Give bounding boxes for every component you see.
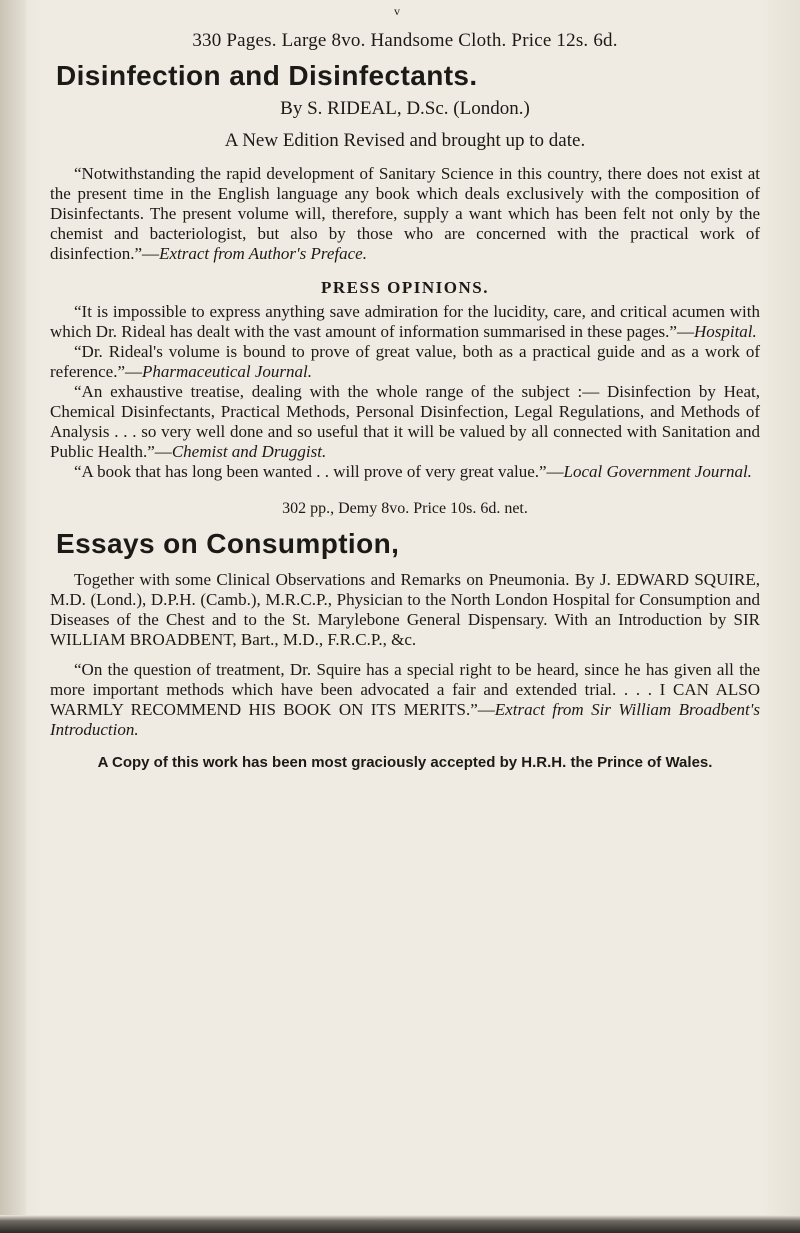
book2-price-line: 302 pp., Demy 8vo. Price 10s. 6d. net. (282, 500, 528, 517)
page-left-edge (0, 0, 26, 1233)
preface-text: “Notwithstanding the rapid development of Sanitary Science in this country, there does not exist at the present time in the English language any book which deals exclusively with the composition of Disinfectants. The present volume will, therefore, supply a want which has been felt not only by the chemist and bacteriologist, but also by those who are concerned with the practical work of disinfection.”— (50, 164, 760, 263)
opinion-source: Pharmaceutical Journal. (142, 362, 312, 381)
book-essays-on-consumption (50, 500, 760, 772)
book2-description: Together with some Clinical Observations and Remarks on Pneumonia. By J. EDWARD SQUIRE, M.D. (Lond.), D.P.H. (Camb.), M.R.C.P., Physician to the North London Hospital for Consumption and Diseases of the Chest and to the St. Marylebone General Dispensary. With an Introduction by SIR WILLIAM BROADBENT, Bart., M.D., F.R.C.P., &c. (50, 570, 760, 649)
press-opinions-heading: PRESS OPINIONS. (321, 278, 489, 297)
preface-source: Extract from Author's Preface. (159, 244, 367, 263)
opinion-source: Chemist and Druggist. (171, 442, 327, 461)
book1-price-line: 330 Pages. Large 8vo. Handsome Cloth. Price 12s. 6d. (192, 30, 618, 51)
opinion-pharmaceutical (50, 342, 760, 382)
book1-preface-extract (50, 164, 760, 264)
book1-title: Disinfection and Disinfectants. (56, 60, 478, 91)
book1-author: By S. RIDEAL, D.Sc. (London.) (280, 98, 530, 119)
opinion-hospital (50, 302, 760, 342)
opinion-local-government (50, 462, 760, 482)
opinion-text: “Dr. Rideal's volume is bound to prove of great value, both as a practical guide and as a work of reference.”— (50, 342, 760, 381)
opinion-text: “An exhaustive treatise, dealing with the whole range of the subject :— Disinfection by Heat, Chemical Disinfectants, Practical Methods, Personal Disinfection, Legal Regulations, and Methods of Analysis . . . so very well done and so useful that it will be valued by all connected with Sanitation and Public Health.”— (50, 382, 760, 461)
opinion-chemist (50, 382, 760, 462)
advertisement-content (50, 30, 760, 772)
quote-text: “On the question of treatment, Dr. Squire has a special right to be heard, since he has given all the more important methods which have been advocated a fair and extended trial. . . . I CAN ALSO WARMLY RECOMMEND HIS BOOK ON ITS MERITS.”— (50, 660, 760, 719)
opinion-text: “It is impossible to express anything save admiration for the lucidity, care, and critical acumen with which Dr. Rideal has dealt with the vast amount of information summarised in these pages.”— (50, 302, 760, 341)
book-disinfection (50, 30, 760, 482)
opinion-source: Local Government Journal. (563, 462, 752, 481)
book1-edition: A New Edition Revised and brought up to date. (224, 130, 586, 151)
opinion-text: “A book that has long been wanted . . will prove of very great value.”— (74, 462, 564, 481)
quote-source: Extract from Sir William Broadbent's Introduction. (50, 700, 760, 739)
page-bottom-edge (0, 1215, 800, 1233)
page-folio: v (394, 4, 400, 18)
book2-title: Essays on Consumption, (56, 528, 400, 559)
royal-notice: A Copy of this work has been most graciously accepted by H.R.H. the Prince of Wales. (97, 754, 713, 771)
book2-quote (50, 660, 760, 740)
opinion-source: Hospital. (693, 322, 757, 341)
